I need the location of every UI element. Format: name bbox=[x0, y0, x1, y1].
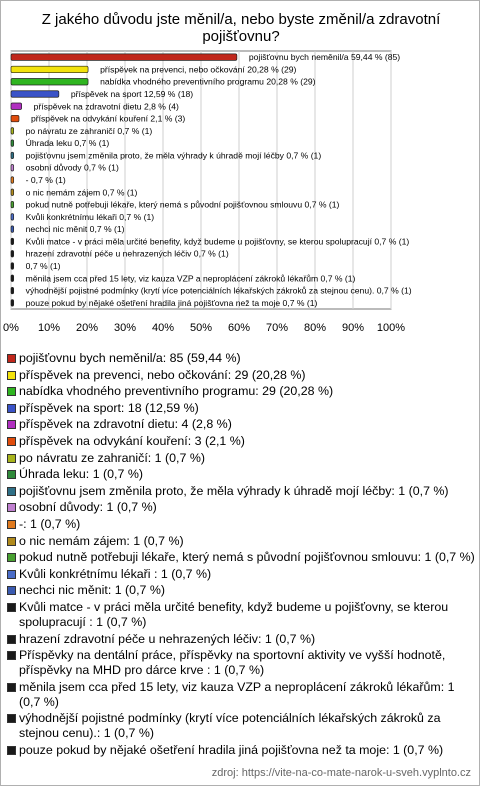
legend-item bbox=[7, 451, 475, 466]
legend-item bbox=[7, 401, 475, 416]
legend-label: Kvůli matce - v práci měla určité benefity, když budeme u pojišťovny, se kterou spolupracují : 1 (0,7 %) bbox=[19, 599, 449, 629]
bar-data-label: pojišťovnu jsem změnila proto, že měla výhrady k úhradě mojí léčby 0,7 % (1) bbox=[25, 150, 322, 161]
legend-item bbox=[7, 534, 475, 549]
bar-data-label: příspěvek na sport 12,59 % (18) bbox=[70, 89, 194, 99]
bar-data-label: měnila jsem cca před 15 lety, viz kauza VZP a neproplácení zákroků lékařům 0,7 % (1) bbox=[25, 273, 356, 284]
legend-swatch bbox=[7, 635, 16, 644]
legend-swatch bbox=[7, 404, 16, 413]
bar-data-label: o nic nemám zájem 0,7 % (1) bbox=[25, 187, 138, 198]
legend-label: pojišťovnu jsem změnila proto, že měla výhrady k úhradě mojí léčby: 1 (0,7 %) bbox=[19, 483, 449, 498]
bar bbox=[11, 250, 14, 257]
legend-label: příspěvek na sport: 18 (12,59 %) bbox=[19, 400, 199, 415]
legend-label: výhodnější pojistné podmínky (krytí více potenciálních lékařských zákroků za stejnou cenu).: 1 (0,7 %) bbox=[19, 711, 441, 741]
legend-item bbox=[7, 484, 475, 499]
bar bbox=[11, 140, 14, 147]
legend-swatch bbox=[7, 503, 16, 512]
legend-label: osobní důvody: 1 (0,7 %) bbox=[19, 500, 157, 515]
legend-label: nechci nic měnit: 1 (0,7 %) bbox=[19, 583, 165, 598]
bar-data-label: osobní důvody 0,7 % (1) bbox=[25, 162, 119, 173]
legend-item bbox=[7, 583, 475, 598]
x-tick-label: 40% bbox=[151, 322, 175, 334]
legend-label: Úhrada leku: 1 (0,7 %) bbox=[19, 467, 143, 482]
legend-item bbox=[7, 743, 475, 758]
legend-swatch bbox=[7, 470, 16, 479]
bar bbox=[11, 300, 14, 307]
bar-data-label: příspěvek na odvykání kouření 2,1 % (3) bbox=[30, 113, 186, 124]
legend-swatch bbox=[7, 603, 16, 612]
bar-data-label: pojišťovnu bych neměnil/a 59,44 % (85) bbox=[248, 52, 401, 63]
bar-data-label: výhodnější pojistné podmínky (krytí více potenciálních lékařských zákroků za stejnou cenu). 0,7 % (1) bbox=[25, 285, 412, 296]
legend-swatch bbox=[7, 387, 16, 396]
bar bbox=[11, 287, 14, 294]
bar bbox=[11, 275, 14, 282]
x-tick-label: 50% bbox=[189, 322, 213, 334]
bar bbox=[11, 164, 14, 171]
source-note: zdroj: https://vite-na-co-mate-narok-u-sveh.vyplnto.cz bbox=[211, 767, 471, 779]
bar-data-label: 0,7 % (1) bbox=[25, 261, 61, 271]
legend-item bbox=[7, 467, 475, 482]
bar bbox=[11, 189, 14, 196]
x-tick-label: 60% bbox=[227, 322, 251, 334]
bar-chart-plot bbox=[1, 1, 479, 346]
bar-data-label: po návratu ze zahraničí 0,7 % (1) bbox=[25, 125, 153, 136]
legend-label: pouze pokud by nějaké ošetření hradila jiná pojišťovna než ta moje: 1 (0,7 %) bbox=[19, 742, 444, 757]
x-tick-label: 80% bbox=[303, 322, 327, 334]
legend-swatch bbox=[7, 520, 16, 529]
legend-swatch bbox=[7, 371, 16, 380]
legend-swatch bbox=[7, 354, 16, 363]
bar-data-label: pokud nutně potřebuji lékaře, který nemá s původní pojišťovnou smlouvu 0,7 % (1) bbox=[25, 199, 340, 210]
legend-label: pojišťovnu bych neměnil/a: 85 (59,44 %) bbox=[19, 351, 241, 365]
legend-swatch bbox=[7, 537, 16, 546]
legend-item bbox=[7, 550, 475, 565]
bar-data-label: nabídka vhodného preventivního programu 20,28 % (29) bbox=[100, 76, 316, 87]
legend-swatch bbox=[7, 570, 16, 579]
legend-item bbox=[7, 417, 475, 432]
legend-swatch bbox=[7, 487, 16, 496]
legend-item bbox=[7, 384, 475, 399]
legend-label: hrazení zdravotní péče u nehrazených léčiv: 1 (0,7 %) bbox=[19, 631, 316, 646]
legend-swatch bbox=[7, 586, 16, 595]
x-tick-label: 30% bbox=[113, 322, 137, 334]
bar bbox=[11, 103, 22, 110]
legend-swatch bbox=[7, 553, 16, 562]
bar-data-label: příspěvek na prevenci, nebo očkování 20,28 % (29) bbox=[100, 64, 297, 75]
x-tick-label: 70% bbox=[265, 322, 289, 334]
legend-label: příspěvek na odvykání kouření: 3 (2,1 %) bbox=[19, 433, 245, 448]
chart-legend bbox=[7, 351, 475, 759]
legend-label: příspěvek na prevenci, nebo očkování: 29 (20,28 %) bbox=[19, 367, 306, 382]
bar bbox=[11, 226, 14, 233]
bar bbox=[11, 201, 14, 208]
legend-item bbox=[7, 434, 475, 449]
legend-label: měnila jsem cca před 15 lety, viz kauza VZP a neproplácení zákroků lékařům: 1 (0,7 %) bbox=[19, 679, 455, 709]
bar bbox=[11, 152, 14, 159]
bar-data-label: Kvůli konkrétnímu lékaři 0,7 % (1) bbox=[25, 211, 155, 222]
bar-data-label: nechci nic měnit 0,7 % (1) bbox=[25, 224, 125, 235]
bar bbox=[11, 54, 237, 61]
legend-label: -: 1 (0,7 %) bbox=[19, 516, 81, 531]
legend-item bbox=[7, 517, 475, 532]
legend-label: příspěvek na zdravotní dietu: 4 (2,8 %) bbox=[19, 417, 232, 432]
legend-label: o nic nemám zájem: 1 (0,7 %) bbox=[19, 533, 184, 548]
bar bbox=[11, 263, 14, 270]
legend-label: Kvůli konkrétnímu lékaři : 1 (0,7 %) bbox=[19, 566, 212, 581]
bar bbox=[11, 177, 14, 184]
x-tick-label: 20% bbox=[75, 322, 99, 334]
x-tick-label: 0% bbox=[3, 322, 19, 334]
x-tick-label: 10% bbox=[37, 322, 61, 334]
legend-label: nabídka vhodného preventivního programu: 29 (20,28 %) bbox=[19, 384, 334, 399]
bar bbox=[11, 128, 14, 135]
legend-label: po návratu ze zahraničí: 1 (0,7 %) bbox=[19, 450, 205, 465]
legend-item bbox=[7, 711, 475, 741]
chart-title: Z jakého důvodu jste měnil/a, nebo byste změnil/a zdravotní pojišťovnu? bbox=[41, 11, 441, 45]
bar-data-label: hrazení zdravotní péče u nehrazených léčiv 0,7 % (1) bbox=[25, 248, 229, 259]
x-tick-label: 100% bbox=[376, 322, 406, 334]
legend-item bbox=[7, 567, 475, 582]
legend-item bbox=[7, 648, 475, 678]
legend-swatch bbox=[7, 420, 16, 429]
legend-item bbox=[7, 632, 475, 647]
x-tick-label: 90% bbox=[341, 322, 365, 334]
legend-item bbox=[7, 351, 475, 366]
legend-label: pokud nutně potřebuji lékaře, který nemá s původní pojišťovnou smlouvu: 1 (0,7 %) bbox=[19, 550, 475, 565]
legend-swatch bbox=[7, 714, 16, 723]
legend-swatch bbox=[7, 746, 16, 755]
bar-data-label: Kvůli matce - v práci měla určité benefity, když budeme u pojišťovny, se kterou spolupracují 0,7 % (1) bbox=[25, 236, 410, 247]
legend-label: Příspěvky na dentální práce, příspěvky na sportovní aktivity ve vyšší hodnotě, příspěvky na MHD pro dárce krve : 1 (0,7 %) bbox=[19, 648, 446, 678]
bar-data-label: pouze pokud by nějaké ošetření hradila jiná pojišťovna než ta moje 0,7 % (1) bbox=[25, 297, 318, 308]
bar-data-label: Úhrada leku 0,7 % (1) bbox=[25, 138, 110, 149]
legend-item bbox=[7, 368, 475, 383]
legend-item bbox=[7, 600, 475, 630]
legend-swatch bbox=[7, 437, 16, 446]
bar bbox=[11, 66, 88, 73]
legend-item bbox=[7, 680, 475, 710]
legend-swatch bbox=[7, 651, 16, 660]
legend-swatch bbox=[7, 454, 16, 463]
legend-item bbox=[7, 500, 475, 515]
bar bbox=[11, 115, 19, 122]
bar bbox=[11, 214, 14, 221]
legend-swatch bbox=[7, 683, 16, 692]
bar-data-label: - 0,7 % (1) bbox=[25, 175, 66, 185]
bar bbox=[11, 91, 59, 98]
bar-data-label: příspěvek na zdravotní dietu 2,8 % (4) bbox=[33, 101, 179, 112]
bar bbox=[11, 238, 14, 245]
bar bbox=[11, 78, 88, 85]
